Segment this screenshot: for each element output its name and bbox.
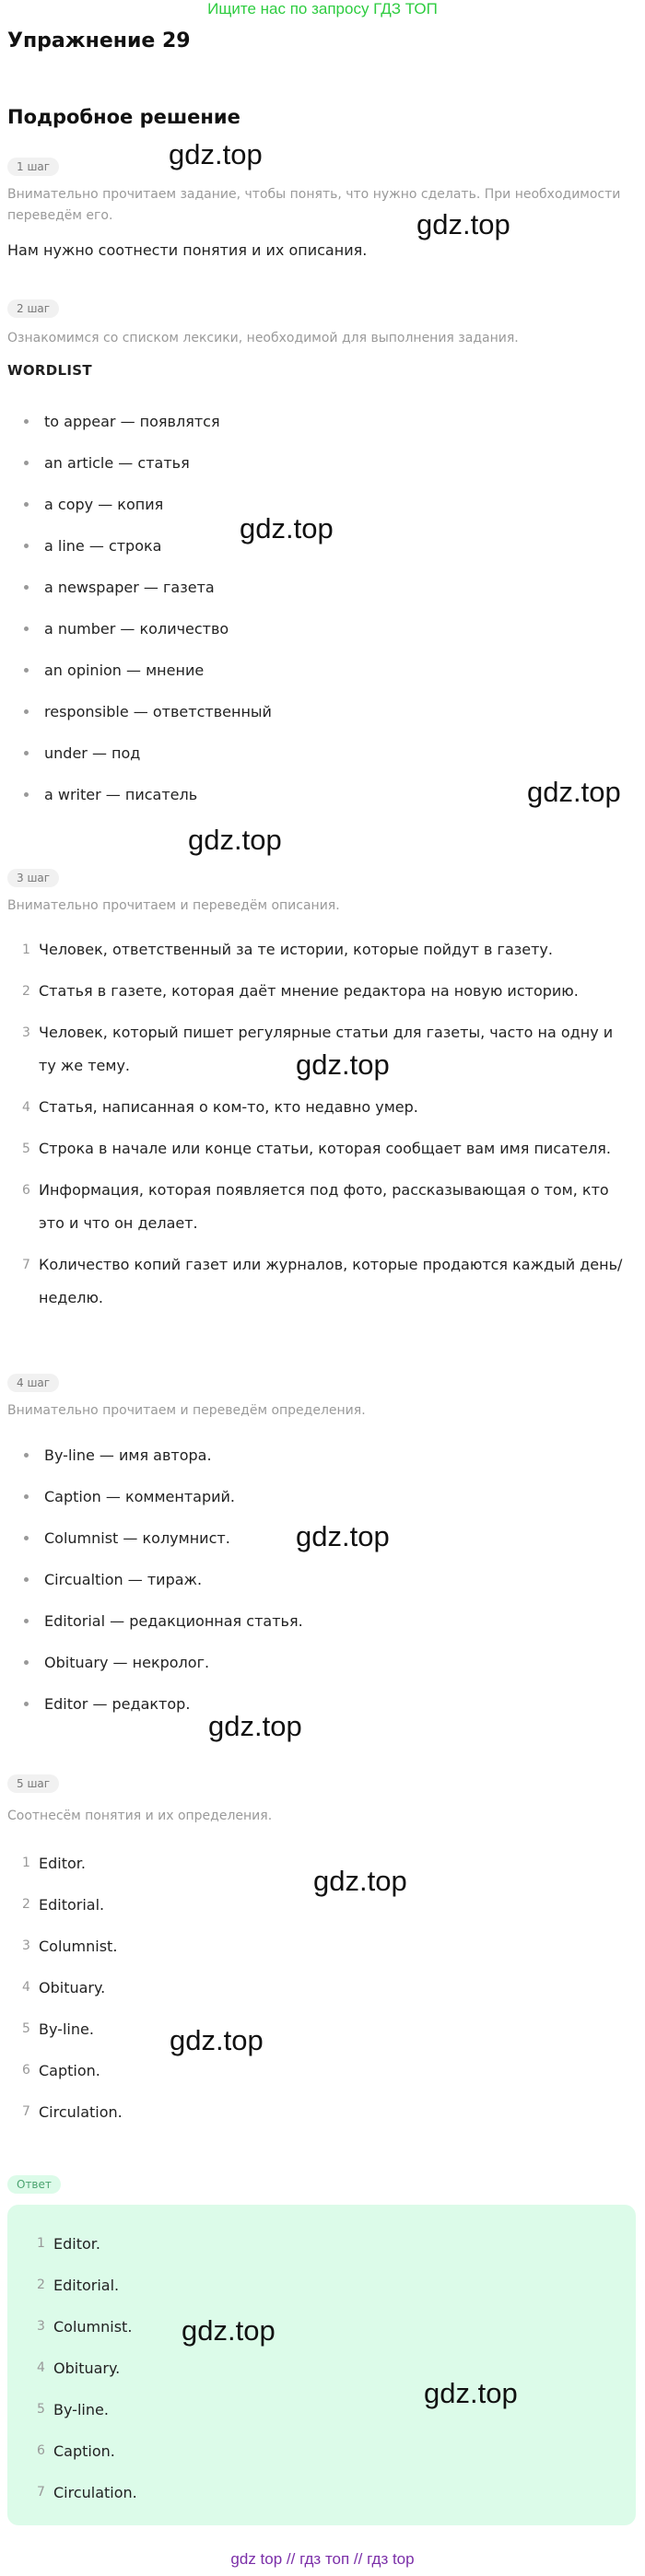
item-number: 2 <box>22 1897 30 1912</box>
item-number: 7 <box>22 2104 30 2119</box>
item-number: 1 <box>22 1856 30 1870</box>
wordlist-item: an opinion — мнение <box>7 650 634 691</box>
watermark: gdz.top <box>296 1520 390 1552</box>
item-text: Информация, которая появляется под фото, рассказывающая о том, кто это и что он делает. <box>39 1181 609 1232</box>
watermark: gdz.top <box>313 1865 407 1897</box>
definition-item: Caption — комментарий. <box>7 1476 634 1517</box>
item-text: Человек, ответственный за те истории, которые пойдут в газету. <box>39 941 553 958</box>
watermark: gdz.top <box>182 2314 276 2347</box>
exercise-title: Упражнение 29 <box>7 29 191 53</box>
item-text: By-line. <box>39 2020 94 2038</box>
footer-links: gdz top // гдз топ // гдз top <box>230 2550 415 2568</box>
item-number: 6 <box>22 1183 30 1198</box>
match-item <box>7 2008 560 2050</box>
item-number: 6 <box>37 2443 45 2458</box>
watermark: gdz.top <box>416 208 510 240</box>
wordlist-item: an article — статья <box>7 442 634 484</box>
wordlist-item: responsible — ответственный <box>7 691 634 732</box>
step-badge: 5 шаг <box>7 1774 59 1793</box>
item-text: By-line. <box>53 2401 109 2418</box>
item-text: Columnist. <box>53 2318 133 2336</box>
step-badge: 4 шаг <box>7 1374 59 1392</box>
item-number: 7 <box>22 1258 30 1272</box>
item-text: Obituary. <box>53 2359 121 2377</box>
item-number: 4 <box>37 2360 45 2375</box>
item-text: Caption. <box>39 2062 100 2079</box>
search-banner: Ищите нас по запросу ГДЗ ТОП <box>207 0 438 18</box>
item-number: 1 <box>22 943 30 957</box>
item-number: 7 <box>37 2485 45 2500</box>
wordlist-item: a line — строка <box>7 525 634 567</box>
item-text: Circulation. <box>53 2484 137 2501</box>
definition-item: Circualtion — тираж. <box>7 1559 634 1600</box>
item-text: Obituary. <box>39 1979 106 1996</box>
item-number: 3 <box>37 2319 45 2334</box>
definition-item: Editorial — редакционная статья. <box>7 1600 634 1642</box>
item-number: 3 <box>22 1938 30 1953</box>
item-number: 4 <box>22 1980 30 1995</box>
item-text: Columnist. <box>39 1938 118 1955</box>
match-list <box>7 1843 560 2133</box>
answer-list <box>22 2223 575 2513</box>
answer-box <box>7 2205 636 2525</box>
step-3-hint: Внимательно прочитаем и переведём описания. <box>7 898 340 913</box>
step-1-hint: Внимательно прочитаем задание, чтобы понять, что нужно сделать. При необходимости переведём его. <box>7 187 621 223</box>
item-text: Статья, написанная о ком-то, кто недавно умер. <box>39 1098 418 1116</box>
item-number: 1 <box>37 2236 45 2251</box>
item-number: 5 <box>22 2021 30 2036</box>
step-badge: 2 шаг <box>7 299 59 318</box>
description-item <box>7 933 625 966</box>
description-item <box>7 1174 625 1240</box>
answer-item <box>22 2430 575 2472</box>
definitions-list <box>7 1434 634 1725</box>
item-text: Статья в газете, которая даёт мнение редактора на новую историю. <box>39 982 579 1000</box>
step-1-badge <box>7 157 59 176</box>
wordlist-item: a number — количество <box>7 608 634 650</box>
step-5-hint: Соотнесём понятия и их определения. <box>7 1809 273 1823</box>
step-2-hint: Ознакомимся со списком лексики, необходимой для выполнения задания. <box>7 331 519 345</box>
step-badge: 3 шаг <box>7 869 59 887</box>
watermark: gdz.top <box>424 2377 518 2409</box>
item-text: Circulation. <box>39 2103 123 2121</box>
wordlist <box>7 401 634 815</box>
watermark: gdz.top <box>296 1048 390 1081</box>
match-item <box>7 1967 560 2008</box>
answer-item <box>22 2306 575 2348</box>
description-item <box>7 975 625 1008</box>
item-text: Editorial. <box>39 1896 105 1914</box>
description-item <box>7 1248 625 1315</box>
wordlist-item: a writer — писатель <box>7 774 634 815</box>
watermark: gdz.top <box>527 776 621 808</box>
step-badge: 1 шаг <box>7 158 59 176</box>
answer-badge <box>7 2174 61 2194</box>
description-item <box>7 1091 625 1124</box>
item-text: Editor. <box>39 1855 86 1872</box>
match-item <box>7 1926 560 1967</box>
item-number: 6 <box>22 2063 30 2078</box>
match-item <box>7 2091 560 2133</box>
wordlist-item: to appear — появлятся <box>7 401 634 442</box>
wordlist-item: under — под <box>7 732 634 774</box>
wordlist-item: a copy — копия <box>7 484 634 525</box>
answer-label: Ответ <box>7 2175 61 2194</box>
match-item <box>7 2050 560 2091</box>
definition-item: By-line — имя автора. <box>7 1434 634 1476</box>
item-text: Editor. <box>53 2235 100 2253</box>
descriptions-list <box>7 933 625 1315</box>
match-item <box>7 1843 560 1884</box>
wordlist-item: a newspaper — газета <box>7 567 634 608</box>
item-number: 2 <box>22 984 30 999</box>
step-5-badge <box>7 1774 59 1793</box>
wordlist-heading: WORDLIST <box>7 362 92 379</box>
item-number: 3 <box>22 1025 30 1040</box>
step-4-badge <box>7 1373 59 1392</box>
definition-item: Columnist — колумнист. <box>7 1517 634 1559</box>
watermark: gdz.top <box>240 512 334 544</box>
answer-item <box>22 2223 575 2265</box>
match-item <box>7 1884 560 1926</box>
definition-item: Obituary — некролог. <box>7 1642 634 1683</box>
item-text: Caption. <box>53 2442 115 2460</box>
item-number: 5 <box>22 1142 30 1156</box>
step-3-badge <box>7 868 59 887</box>
item-number: 2 <box>37 2277 45 2292</box>
watermark: gdz.top <box>169 138 263 170</box>
description-item <box>7 1132 625 1165</box>
watermark: gdz.top <box>208 1710 302 1742</box>
solution-title: Подробное решение <box>7 106 240 128</box>
watermark: gdz.top <box>188 824 282 856</box>
item-text: Editorial. <box>53 2277 120 2294</box>
answer-item <box>22 2472 575 2513</box>
item-number: 5 <box>37 2402 45 2417</box>
step-4-hint: Внимательно прочитаем и переведём определения. <box>7 1403 366 1418</box>
item-text: Строка в начале или конце статьи, которая сообщает вам имя писателя. <box>39 1140 612 1157</box>
step-2-badge <box>7 299 59 318</box>
definition-item: Editor — редактор. <box>7 1683 634 1725</box>
answer-item <box>22 2265 575 2306</box>
item-number: 4 <box>22 1100 30 1115</box>
item-text: Человек, который пишет регулярные статьи для газеты, часто на одну и ту же тему. <box>39 1024 614 1074</box>
watermark: gdz.top <box>170 2024 264 2056</box>
item-text: Количество копий газет или журналов, которые продаются каждый день/неделю. <box>39 1256 623 1306</box>
step-1-text: Нам нужно соотнести понятия и их описания. <box>7 241 368 259</box>
